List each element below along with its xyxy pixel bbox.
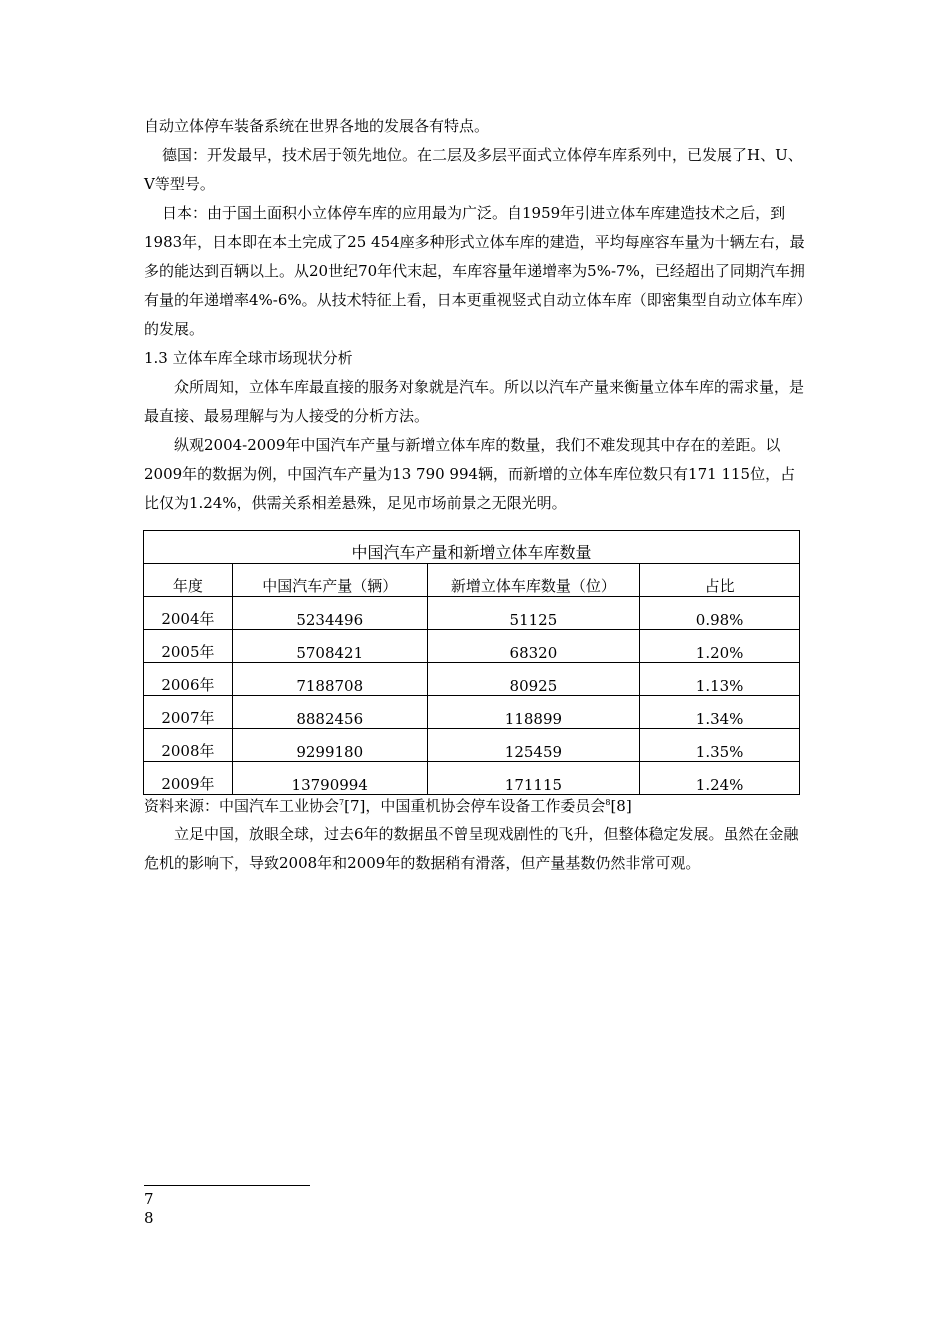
cell-year: 2005年 bbox=[144, 630, 233, 663]
cell-year: 2008年 bbox=[144, 729, 233, 762]
cell-year: 2009年 bbox=[144, 762, 233, 795]
cell-production: 7188708 bbox=[232, 663, 427, 696]
table-row bbox=[144, 630, 800, 663]
source-ref-2: [8] bbox=[610, 797, 632, 815]
market-paragraph: 众所周知，立体车库最直接的服务对象就是汽车。所以以汽车产量来衡量立体车库的需求量，是最直接、最易理解与为人接受的分析方法。 bbox=[144, 378, 805, 425]
cell-ratio: 1.20% bbox=[640, 630, 800, 663]
table-header-row bbox=[144, 564, 800, 597]
cell-year: 2004年 bbox=[144, 597, 233, 630]
header-year: 年度 bbox=[144, 564, 233, 597]
table-row bbox=[144, 729, 800, 762]
cell-garage: 80925 bbox=[427, 663, 640, 696]
footnote-ref-8[interactable]: 8 bbox=[605, 798, 611, 807]
table-row bbox=[144, 597, 800, 630]
header-car-production: 中国汽车产量（辆） bbox=[232, 564, 427, 597]
table-title: 中国汽车产量和新增立体车库数量 bbox=[144, 531, 800, 564]
cell-garage: 171115 bbox=[427, 762, 640, 795]
footnote-7: 7 bbox=[144, 1190, 154, 1208]
cell-production: 5708421 bbox=[232, 630, 427, 663]
japan-paragraph: 日本：由于国土面积小立体停车库的应用最为广泛。自1959年引进立体车库建造技术之后，到1983年，日本即在本土完成了25 454座多种形式立体车库的建造，平均每座容车量为十辆左右，最多的能达到百辆以上。从20世纪70年代末起，车库容量年递增率为5%-7%，已经超出了同期汽车拥有量的年递增率4%-6%。从技术特征上看，日本更重视竖式自动立体车库（即密集型自动立体车库）的发展。 bbox=[144, 204, 805, 338]
table-row bbox=[144, 663, 800, 696]
cell-garage: 51125 bbox=[427, 597, 640, 630]
footnotes bbox=[144, 1190, 154, 1228]
body-text bbox=[144, 112, 806, 518]
cell-production: 13790994 bbox=[232, 762, 427, 795]
source-prefix: 资料来源：中国汽车工业协会 bbox=[144, 797, 340, 815]
header-new-garage: 新增立体车库数量（位） bbox=[427, 564, 640, 597]
intro-paragraph: 自动立体停车装备系统在世界各地的发展各有特点。 bbox=[144, 117, 490, 135]
header-ratio: 占比 bbox=[640, 564, 800, 597]
section-heading: 1.3 立体车库全球市场现状分析 bbox=[144, 349, 353, 367]
cell-year: 2007年 bbox=[144, 696, 233, 729]
closing-section bbox=[144, 820, 806, 878]
footnote-ref-7[interactable]: 7 bbox=[339, 798, 345, 807]
cell-year: 2006年 bbox=[144, 663, 233, 696]
table-row bbox=[144, 696, 800, 729]
table-source bbox=[144, 790, 632, 819]
cell-garage: 125459 bbox=[427, 729, 640, 762]
footnote-8: 8 bbox=[144, 1209, 154, 1227]
cell-ratio: 1.35% bbox=[640, 729, 800, 762]
germany-paragraph: 德国：开发最早，技术居于领先地位。在二层及多层平面式立体停车库系列中，已发展了H、U、V等型号。 bbox=[144, 146, 803, 193]
cell-garage: 118899 bbox=[427, 696, 640, 729]
production-table bbox=[143, 530, 800, 795]
cell-production: 9299180 bbox=[232, 729, 427, 762]
cell-ratio: 1.34% bbox=[640, 696, 800, 729]
cell-production: 5234496 bbox=[232, 597, 427, 630]
gap-paragraph: 纵观2004-2009年中国汽车产量与新增立体车库的数量，我们不难发现其中存在的差距。以2009年的数据为例，中国汽车产量为13 790 994辆，而新增的立体车库位数只有171 115位，占比仅为1.24%，供需关系相差悬殊，足见市场前景之无限光明。 bbox=[144, 436, 796, 512]
footnote-separator bbox=[144, 1185, 310, 1186]
cell-ratio: 1.24% bbox=[640, 762, 800, 795]
cell-production: 8882456 bbox=[232, 696, 427, 729]
closing-paragraph: 立足中国，放眼全球，过去6年的数据虽不曾呈现戏剧性的飞升，但整体稳定发展。虽然在金融危机的影响下，导致2008年和2009年的数据稍有滑落，但产量基数仍然非常可观。 bbox=[144, 825, 799, 872]
cell-garage: 68320 bbox=[427, 630, 640, 663]
cell-ratio: 0.98% bbox=[640, 597, 800, 630]
cell-ratio: 1.13% bbox=[640, 663, 800, 696]
source-ref-1: [7]，中国重机协会停车设备工作委员会 bbox=[344, 797, 606, 815]
